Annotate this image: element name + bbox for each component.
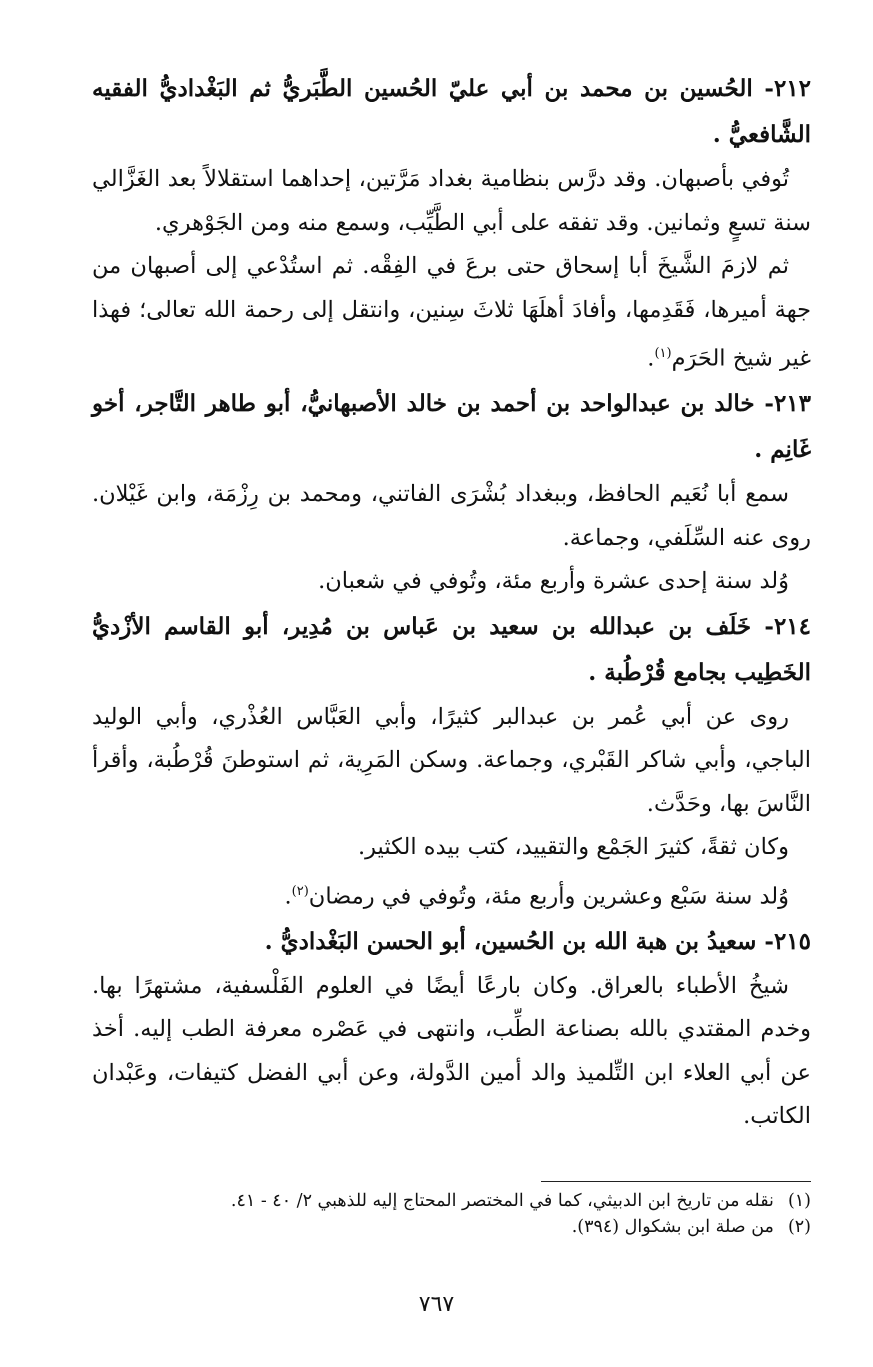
entry-heading-215: ٢١٥- سعيدُ بن هبة الله بن الحُسين، أبو الحسن البَغْداديُّ .	[264, 927, 811, 955]
entry-214-paragraph-1: روى عن أبي عُمر بن عبدالبر كثيرًا، وأبي العَبَّاس العُذْري، وأبي الوليد الباجي، وأبي شاكر القَبْري، وجماعة. وسكن المَرِية، ثم استوطنَ قُرْطُبة، وأقرأ النَّاسَ بها، وحَدَّث.	[92, 703, 811, 817]
footnote-ref-1: (١)	[654, 346, 672, 361]
footnote-ref-2: (٢)	[291, 883, 309, 899]
footnote-2-mark: (٢)	[787, 1217, 811, 1237]
entry-215-paragraph-1: شيخُ الأطباء بالعراق. وكان بارعًا أيضًا في العلوم الفَلْسفية، مشتهرًا بها. وخدم المقتدي بالله بصناعة الطِّب، وانتهى في عَصْره معرفة الطب إليه. أخذ عن أبي العلاء ابن التِّلميذ والد أمين الدَّولة، وعن أبي الفضل كتيفات، وعَبْدان الكاتب.	[92, 972, 811, 1129]
footnote-1-text: نقله من تاريخ ابن الدبيثي، كما في المختصر المحتاج إليه للذهبي ٢/ ٤٠ - ٤١.	[230, 1191, 774, 1211]
footnote-2	[92, 1214, 811, 1240]
entry-213-paragraph-1: سمع أبا نُعَيم الحافظ، وببغداد بُشْرَى الفاتني، ومحمد بن رِزْمَة، وابن غَيْلان. روى عنه السِّلَفي، وجماعة.	[92, 481, 811, 551]
entry-214-paragraph-3: وُلد سنة سَبْع وعشرين وأربع مئة، وتُوفي في رمضان$^{(٢)}$.	[284, 883, 789, 909]
entry-heading-213: ٢١٣- خالد بن عبدالواحد بن أحمد بن خالد الأصبهانيُّ، أبو طاهر التَّاجر، أخو غَانِم .	[92, 390, 811, 463]
entry-212-paragraph-2-text: ثم لازمَ الشَّيخَ أبا إسحاق حتى برعَ في الفِقْه. ثم استُدْعي إلى أصبهان من جهة أميرها، فَقَدِمها، وأفادَ أهلَهَا ثلاثَ سِنين، وانتقل إلى رحمة الله تعالى؛ فهذا غير شيخ الحَرَم	[92, 253, 811, 372]
footnote-2-text: من صلة ابن بشكوال (٣٩٤).	[571, 1217, 774, 1237]
footnote-1-mark: (١)	[787, 1191, 811, 1211]
footnotes	[92, 1188, 811, 1240]
entry-212-paragraph-1: تُوفي بأصبهان. وقد درَّس بنظامية بغداد مَرَّتين، إحداهما استقلالاً بعد الغَزَّالي سنة تسعٍ وثمانين. وقد تفقه على أبي الطَّيِّب، وسمع منه ومن الجَوْهري.	[92, 166, 811, 236]
page-number: ٧٦٧	[418, 1292, 455, 1317]
entry-213-paragraph-2: وُلد سنة إحدى عشرة وأربع مئة، وتُوفي في شعبان.	[318, 568, 789, 594]
entry-214-paragraph-2: وكان ثقةً، كثيرَ الجَمْع والتقييد، كتب بيده الكثير.	[357, 834, 789, 860]
footnote-1	[92, 1188, 811, 1214]
footnote-divider	[541, 1181, 811, 1182]
entry-214-paragraph-3-text: وُلد سنة سَبْع وعشرين وأربع مئة، وتُوفي في رمضان	[308, 883, 789, 909]
entry-heading-212: ٢١٢- الحُسين بن محمد بن أبي عليّ الحُسين الطَّبَريُّ ثم البَغْداديُّ الفقيه الشَّافعيُّ .	[92, 75, 811, 148]
entry-heading-214: ٢١٤- خَلَف بن عبدالله بن سعيد بن عَباس بن مُدِير، أبو القاسم الأزْديُّ الخَطِيب بجامع قُرْطُبة .	[92, 612, 811, 686]
entry-212-paragraph-2: ثم لازمَ الشَّيخَ أبا إسحاق حتى برعَ في الفِقْه. ثم استُدْعي إلى أصبهان من جهة أميرها، فَقَدِمها، وأفادَ أهلَهَا ثلاثَ سِنين، وانتقل إلى رحمة الله تعالى؛ فهذا غير شيخ الحَرَم$^{(١)}$.	[92, 253, 811, 372]
